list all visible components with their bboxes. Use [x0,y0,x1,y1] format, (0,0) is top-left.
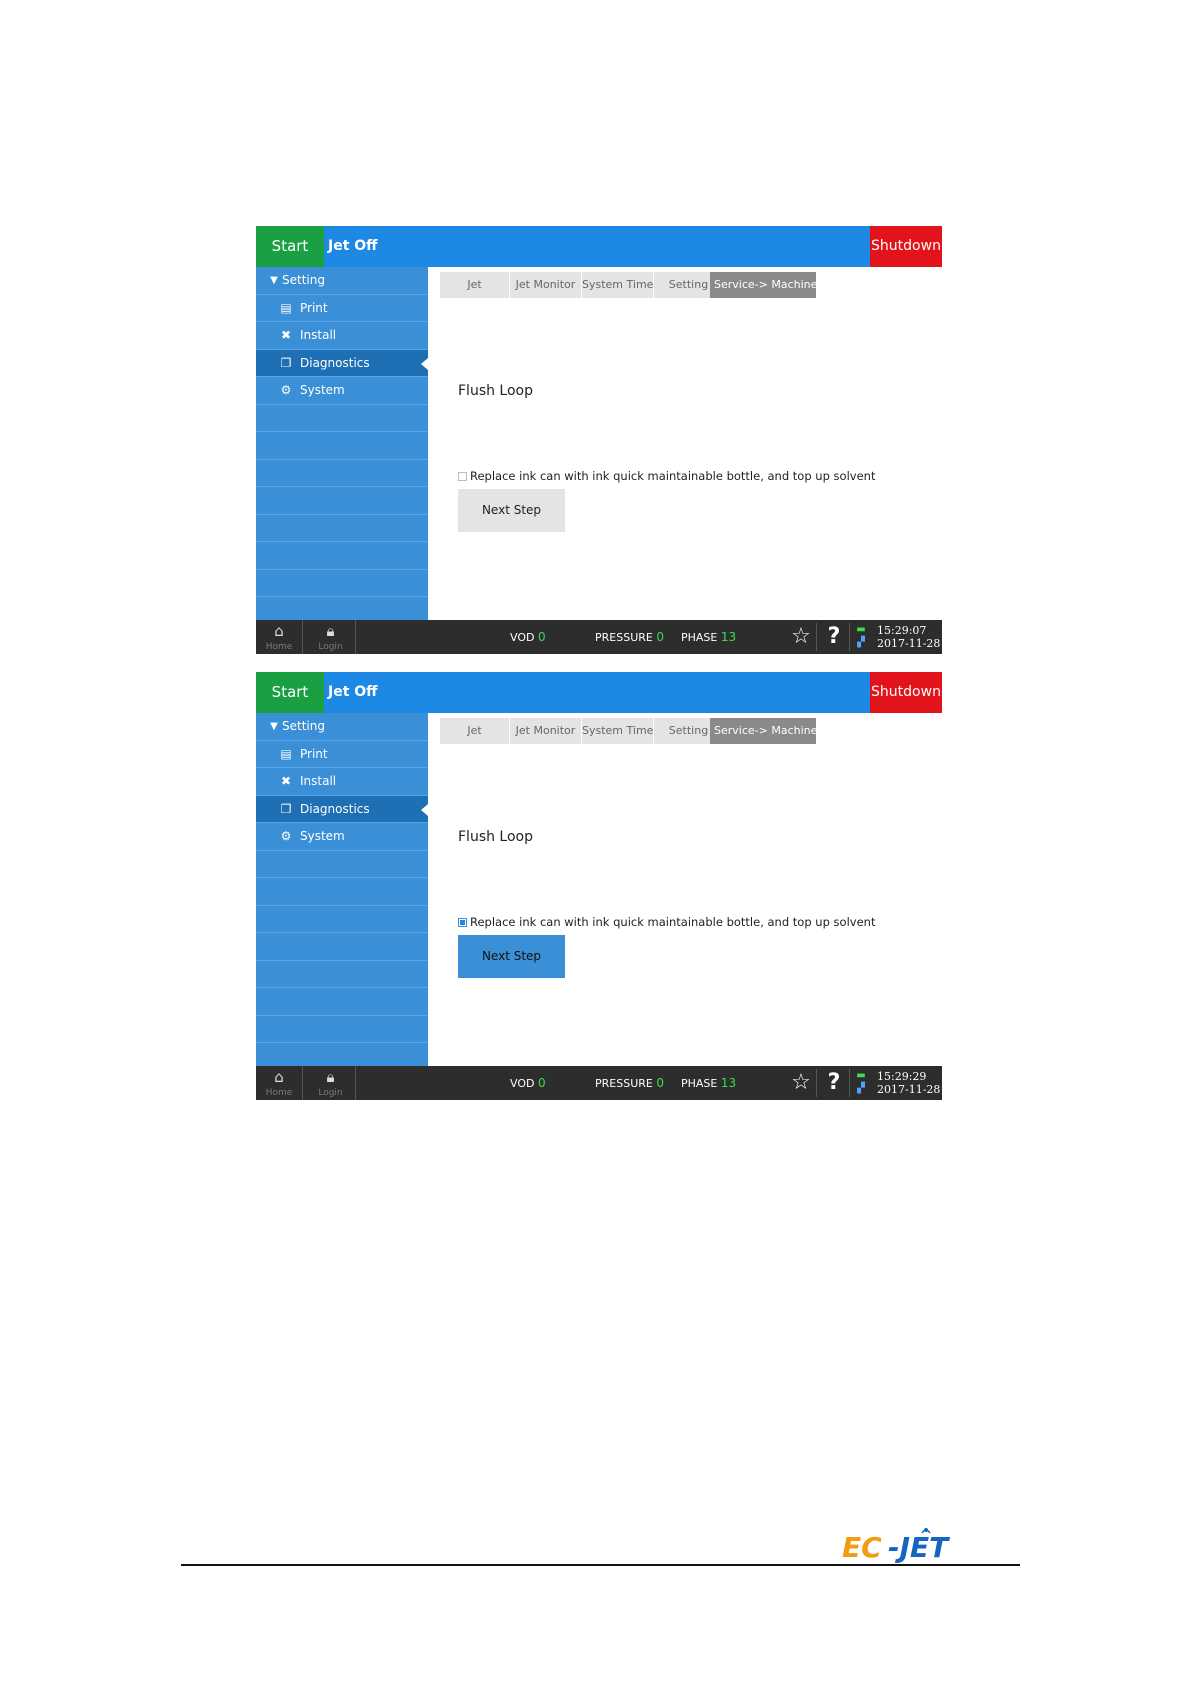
vod-value: 0 [537,630,546,644]
svg-text:EC: EC [842,1531,882,1564]
time-text: 15:29:29 [877,1070,927,1083]
sidebar-empty-row [256,933,428,961]
confirm-checkbox[interactable] [458,472,467,481]
screenshot-step-1 [256,226,942,654]
confirm-checkbox-row[interactable] [458,469,875,483]
sidebar-empty-row [256,460,428,488]
sidebar-empty-row [256,487,428,515]
home-label: Home [265,642,293,652]
sidebar-item-print[interactable] [256,741,428,769]
ec-jet-logo [842,1523,1002,1563]
confirm-checkbox-row[interactable] [458,915,875,929]
network-icon: ▬ ▞ [856,624,866,648]
help-icon[interactable]: ? [819,1069,850,1097]
jet-status: Jet Off [328,238,378,254]
sidebar-item-label: System [300,829,345,843]
next-step-button[interactable]: Next Step [458,935,565,978]
sidebar-item-label: Print [300,746,328,761]
tools-icon: ✖ [280,774,292,788]
printer-icon: ▤ [280,746,292,761]
sidebar-item-label: Diagnostics [300,801,370,816]
clock [877,1070,940,1096]
pressure-value: 0 [656,1076,664,1090]
sidebar-group-label: Setting [282,273,325,287]
phase-readout [681,630,736,644]
sidebar-item-label: Diagnostics [300,355,370,370]
sidebar-item-label: Install [300,328,337,342]
clipboard-icon: ❐ [280,355,292,370]
confirm-checkbox-label: Replace ink can with ink quick maintainable bottle, and top up solvent [470,469,876,483]
sidebar-empty-row [256,405,428,433]
tab-system-time[interactable]: System Time [582,718,654,744]
home-icon: ⌂ [274,1068,284,1086]
vod-label: VOD [510,1077,535,1090]
footer-rule [181,1564,1020,1566]
sidebar [256,713,428,1066]
sidebar-empty-row [256,542,428,570]
screenshot-step-2 [256,672,942,1100]
vod-readout [510,630,546,644]
star-icon[interactable]: ☆ [786,623,817,651]
tools-icon: ✖ [280,328,292,342]
shutdown-button[interactable]: Shutdown [870,226,942,267]
start-button[interactable]: Start [256,226,324,267]
sidebar-empty-row [256,1016,428,1044]
sidebar-group-label: Setting [282,719,325,733]
tab-service-machine-flush[interactable]: Service-> Machine Flu [710,272,817,298]
pressure-label: PRESSURE [595,631,653,644]
gears-icon: ⚙ [280,383,292,397]
login-label: Login [318,1088,343,1098]
sidebar-empty-row [256,515,428,543]
login-button[interactable] [306,1066,356,1100]
phase-readout [681,1076,736,1090]
sidebar-group-setting[interactable] [256,713,428,741]
sidebar-group-setting[interactable] [256,267,428,295]
home-button[interactable] [256,620,303,654]
sidebar-item-diagnostics[interactable] [256,796,428,824]
sidebar-item-install[interactable] [256,768,428,796]
sidebar-empty-row [256,851,428,879]
sidebar-item-label: System [300,383,345,397]
vod-readout [510,1076,546,1090]
pressure-label: PRESSURE [595,1077,653,1090]
page-heading: Flush Loop [458,383,534,399]
phase-value: 13 [720,630,737,644]
network-icon: ▬ ▞ [856,1070,866,1094]
sidebar-item-print[interactable] [256,295,428,323]
phase-label: PHASE [681,631,718,644]
sidebar-item-label: Install [300,774,337,788]
triangle-down-icon: ▼ [270,721,278,732]
next-step-button[interactable]: Next Step [458,489,565,532]
jet-status: Jet Off [328,684,378,700]
date-text: 2017-11-28 [877,1083,941,1096]
confirm-checkbox-label: Replace ink can with ink quick maintainable bottle, and top up solvent [470,915,876,929]
pressure-readout [595,630,664,644]
shutdown-button[interactable]: Shutdown [870,672,942,713]
gears-icon: ⚙ [280,829,292,843]
vod-value: 0 [537,1076,546,1090]
sidebar-empty-row [256,961,428,989]
sidebar-item-install[interactable] [256,322,428,350]
tab-jet-monitor[interactable]: Jet Monitor [510,718,582,744]
phase-label: PHASE [681,1077,718,1090]
confirm-checkbox[interactable] [458,918,467,927]
lock-icon: 🔒︎ [326,622,335,640]
home-label: Home [265,1088,293,1098]
home-button[interactable] [256,1066,303,1100]
lock-icon: 🔒︎ [326,1068,335,1086]
time-text: 15:29:07 [877,624,927,637]
printer-icon: ▤ [280,300,292,315]
top-bar [256,226,942,267]
tab-system-time[interactable]: System Time [582,272,654,298]
triangle-down-icon: ▼ [270,275,278,286]
sidebar-empty-row [256,878,428,906]
tab-jet-monitor[interactable]: Jet Monitor [510,272,582,298]
sidebar-item-diagnostics[interactable] [256,350,428,378]
sidebar-empty-row [256,988,428,1016]
sidebar-item-label: Print [300,300,328,315]
home-icon: ⌂ [274,622,284,640]
sidebar-item-system[interactable] [256,377,428,405]
clipboard-icon: ❐ [280,801,292,816]
svg-text:-JET: -JET [888,1531,949,1564]
date-text: 2017-11-28 [877,637,941,650]
help-icon[interactable]: ? [819,623,850,651]
top-bar [256,672,942,713]
login-label: Login [318,642,343,652]
status-bar [256,620,942,654]
phase-value: 13 [720,1076,737,1090]
sidebar-item-system[interactable] [256,823,428,851]
sidebar [256,267,428,620]
status-bar [256,1066,942,1100]
tab-setting[interactable]: Setting [654,272,724,298]
start-button[interactable]: Start [256,672,324,713]
clock [877,624,940,650]
sidebar-empty-row [256,906,428,934]
sidebar-empty-row [256,570,428,598]
tab-setting[interactable]: Setting [654,718,724,744]
login-button[interactable] [306,620,356,654]
pressure-readout [595,1076,664,1090]
sidebar-empty-row [256,432,428,460]
vod-label: VOD [510,631,535,644]
pressure-value: 0 [656,630,664,644]
tab-service-machine-flush[interactable]: Service-> Machine Flu [710,718,817,744]
star-icon[interactable]: ☆ [786,1069,817,1097]
tab-jet[interactable]: Jet [440,272,510,298]
page-heading: Flush Loop [458,829,534,845]
tab-jet[interactable]: Jet [440,718,510,744]
